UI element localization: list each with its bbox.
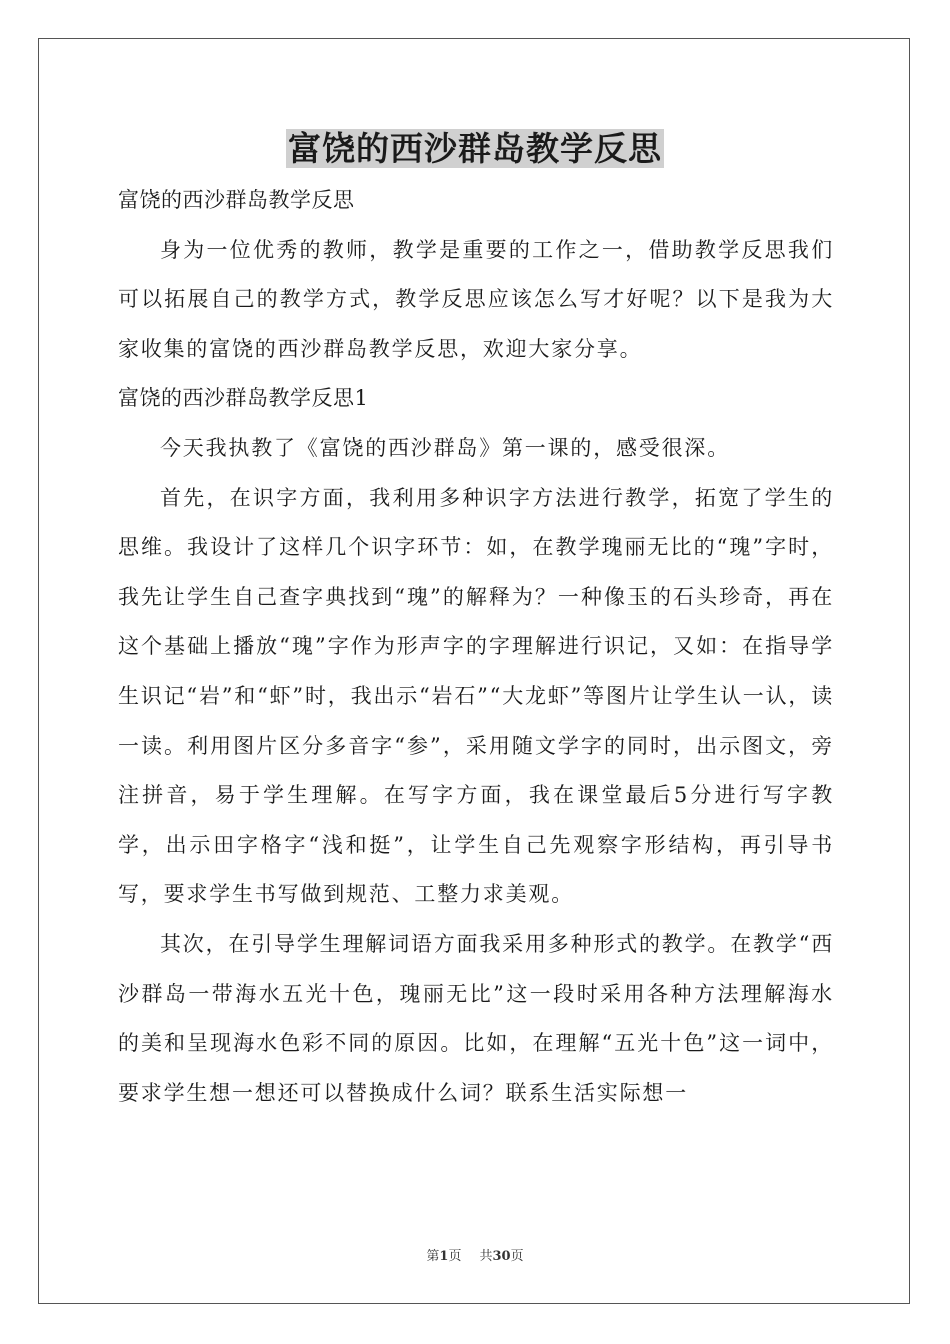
- body-paragraph: 其次，在引导学生理解词语方面我采用多种形式的教学。在教学“西沙群岛一带海水五光十色，瑰丽无比”这一段时采用各种方法理解海水的美和呈现海水色彩不同的原因。比如，在理解“五光十色”这一词中，要求学生想一想还可以替换成什么词？联系生活实际想一: [118, 931, 834, 1105]
- total-unit: 页: [510, 1249, 524, 1264]
- body-paragraph: 身为一位优秀的教师，教学是重要的工作之一，借助教学反思我们可以拓展自己的教学方式，教学反思应该怎么写才好呢？以下是我为大家收集的富饶的西沙群岛教学反思，欢迎大家分享。: [118, 237, 834, 361]
- current-page-number: 1: [439, 1249, 449, 1264]
- section-heading: 富饶的西沙群岛教学反思: [118, 188, 355, 212]
- page-prefix: 第: [426, 1249, 440, 1264]
- section-heading: 富饶的西沙群岛教学反思1: [118, 386, 369, 411]
- document-body: [118, 176, 834, 1118]
- document-title-text: 富饶的西沙群岛教学反思: [288, 129, 662, 168]
- page-footer: [0, 1248, 950, 1266]
- total-prefix: 共: [479, 1249, 493, 1264]
- document-title: [0, 126, 950, 172]
- body-paragraph: 今天我执教了《富饶的西沙群岛》第一课的，感受很深。: [160, 435, 730, 460]
- body-paragraph: 首先，在识字方面，我利用多种识字方法进行教学，拓宽了学生的思维。我设计了这样几个识字环节：如，在教学瑰丽无比的“瑰”字时，我先让学生自己查字典找到“瑰”的解释为？一种像玉的石头珍奇，再在这个基础上播放“瑰”字作为形声字的字理解进行识记，又如：在指导学生识记“岩”和“虾”时，我出示“岩石”“大龙虾”等图片让学生认一认，读一读。利用图片区分多音字“参”，采用随文学字的同时，出示图文，旁注拼音，易于学生理解。在写字方面，我在课堂最后5分进行写字教学，出示田字格字“浅和挺”，让学生自己先观察字形结构，再引导书写，要求学生书写做到规范、工整力求美观。: [118, 485, 834, 907]
- total-page-count: 30: [492, 1249, 511, 1264]
- page-unit: 页: [448, 1249, 462, 1264]
